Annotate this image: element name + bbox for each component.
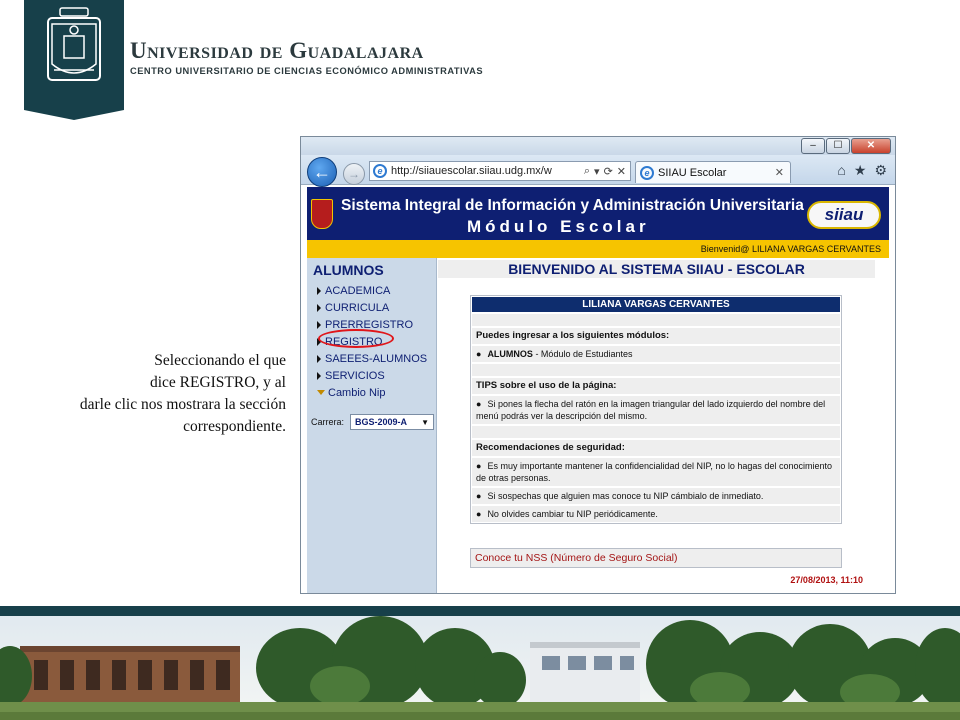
browser-navbar xyxy=(301,155,895,185)
triangle-right-icon[interactable] xyxy=(317,372,321,380)
sidebar-item-saeees-alumnos[interactable] xyxy=(317,350,427,367)
back-button[interactable]: ← xyxy=(307,157,337,187)
forward-button[interactable]: → xyxy=(343,163,365,185)
blank-row xyxy=(472,314,840,326)
tab-title: SIIAU Escolar xyxy=(658,166,727,179)
caption-line: Seleccionando el que xyxy=(154,352,286,369)
university-title-block xyxy=(130,38,483,76)
address-bar[interactable] xyxy=(369,161,631,181)
window-titlebar xyxy=(301,137,895,155)
user-name-header: LILIANA VARGAS CERVANTES xyxy=(472,297,840,312)
sidebar-item-label: SERVICIOS xyxy=(325,369,385,382)
security-item-text: Es muy importante mantener la confidencialidad del NIP, no lo hagas del conocimiento de otras personas. xyxy=(476,461,832,483)
caption-line: dice REGISTRO, y al xyxy=(149,374,286,391)
carrera-selector xyxy=(311,414,434,430)
browser-tab[interactable] xyxy=(635,161,791,183)
datetime-stamp: 27/08/2013, 11:10 xyxy=(790,575,863,585)
sidebar-item-label: REGISTRO xyxy=(325,335,383,348)
registro-highlight-circle xyxy=(318,329,394,348)
page-title: BIENVENIDO AL SISTEMA SIIAU - ESCOLAR xyxy=(438,260,875,278)
triangle-right-icon[interactable] xyxy=(317,287,321,295)
modules-item xyxy=(472,346,840,362)
triangle-down-icon[interactable] xyxy=(317,390,325,395)
chevron-down-icon[interactable]: ▼ xyxy=(421,417,430,427)
sidebar-title: ALUMNOS xyxy=(313,262,384,278)
security-title: Recomendaciones de seguridad: xyxy=(472,440,840,456)
address-url[interactable]: http://siiauescolar.siiau.udg.mx/w xyxy=(391,165,552,177)
window-controls xyxy=(801,138,891,154)
security-item-text: Si sospechas que alguien mas conoce tu NIP cámbialo de inmediato. xyxy=(487,491,764,501)
sidebar-item-academica[interactable] xyxy=(317,282,427,299)
settings-gear-icon[interactable]: ⚙ xyxy=(874,162,887,178)
sidebar-item-label: PRERREGISTRO xyxy=(325,318,414,331)
slide-caption xyxy=(30,350,286,438)
modules-title: Puedes ingresar a los siguientes módulos: xyxy=(472,328,840,344)
bullet-icon: ● xyxy=(476,349,482,359)
sidebar-item-curricula[interactable] xyxy=(317,299,427,316)
main-content xyxy=(438,258,889,594)
welcome-user-bar: Bienvenid@ LILIANA VARGAS CERVANTES xyxy=(307,240,889,258)
browser-command-icons xyxy=(837,162,887,179)
carrera-label: Carrera: xyxy=(311,417,345,427)
close-window-button[interactable]: ✕ xyxy=(851,138,891,154)
modules-item-desc: - Módulo de Estudiantes xyxy=(532,349,633,359)
sidebar-item-label: CURRICULA xyxy=(325,301,390,314)
sidebar-item-servicios[interactable] xyxy=(317,367,427,384)
siiau-banner-subtitle: Módulo Escolar xyxy=(467,217,650,236)
caption-line: darle clic nos mostrara la sección xyxy=(79,396,286,413)
siiau-header-banner xyxy=(307,187,889,240)
siiau-banner-title: Sistema Integral de Información y Administración Universitaria xyxy=(341,197,804,214)
security-item xyxy=(472,458,840,486)
sidebar-item-label: SAEEES-ALUMNOS xyxy=(325,352,428,365)
security-item xyxy=(472,488,840,504)
university-crest-icon xyxy=(24,0,124,120)
university-subtitle: CENTRO UNIVERSITARIO DE CIENCIAS ECONÓMICO ADMINISTRATIVAS xyxy=(130,66,484,76)
sidebar-item-cambio-nip[interactable] xyxy=(317,384,427,401)
minimize-button[interactable]: – xyxy=(801,138,825,154)
sidebar-item-label: ACADEMICA xyxy=(325,284,391,297)
caption-line: correspondiente. xyxy=(183,418,286,435)
search-icon[interactable]: ⌕ xyxy=(583,164,591,177)
tab-close-icon[interactable]: ✕ xyxy=(774,167,784,179)
ie-page-icon: e xyxy=(373,164,387,178)
campus-panorama-image xyxy=(0,606,960,720)
address-tools xyxy=(584,165,630,178)
nss-link[interactable]: Conoce tu NSS (Número de Seguro Social) xyxy=(470,548,842,568)
bullet-icon: ● xyxy=(476,399,482,409)
bullet-icon: ● xyxy=(476,509,482,519)
udg-crest-icon xyxy=(311,199,333,229)
blank-row xyxy=(472,364,840,376)
triangle-right-icon[interactable] xyxy=(317,355,321,363)
university-crest-banner xyxy=(24,0,124,120)
home-icon[interactable]: ⌂ xyxy=(837,162,846,178)
blank-row xyxy=(472,426,840,438)
security-item-text: No olvides cambiar tu NIP periódicamente. xyxy=(487,509,658,519)
bullet-icon: ● xyxy=(476,491,482,501)
refresh-icon[interactable]: ⟳ xyxy=(603,165,613,178)
info-panel xyxy=(470,295,842,524)
triangle-right-icon[interactable] xyxy=(317,304,321,312)
security-item xyxy=(472,506,840,522)
siiau-logo: siiau xyxy=(807,201,881,229)
tips-title: TIPS sobre el uso de la página: xyxy=(472,378,840,394)
tips-item xyxy=(472,396,840,424)
carrera-dropdown[interactable] xyxy=(350,414,434,430)
dropdown-icon[interactable]: ▾ xyxy=(594,165,600,178)
browser-window xyxy=(300,136,896,594)
carrera-value: BGS-2009-A xyxy=(355,417,408,427)
modules-item-name: ALUMNOS xyxy=(487,349,533,359)
university-name: Universidad de Guadalajara xyxy=(130,38,424,63)
sidebar xyxy=(307,258,437,594)
stop-icon[interactable]: ✕ xyxy=(616,165,626,178)
ie-tab-icon: e xyxy=(640,166,654,180)
maximize-button[interactable]: ☐ xyxy=(826,138,850,154)
triangle-right-icon[interactable] xyxy=(317,321,321,329)
bullet-icon: ● xyxy=(476,461,482,471)
tips-item-text: Si pones la flecha del ratón en la imagen triangular del lado izquierdo del nombre del menú podrás ver la descripción del mismo. xyxy=(476,399,826,421)
sidebar-item-label: Cambio Nip xyxy=(328,386,386,399)
favorites-star-icon[interactable]: ★ xyxy=(853,162,867,178)
